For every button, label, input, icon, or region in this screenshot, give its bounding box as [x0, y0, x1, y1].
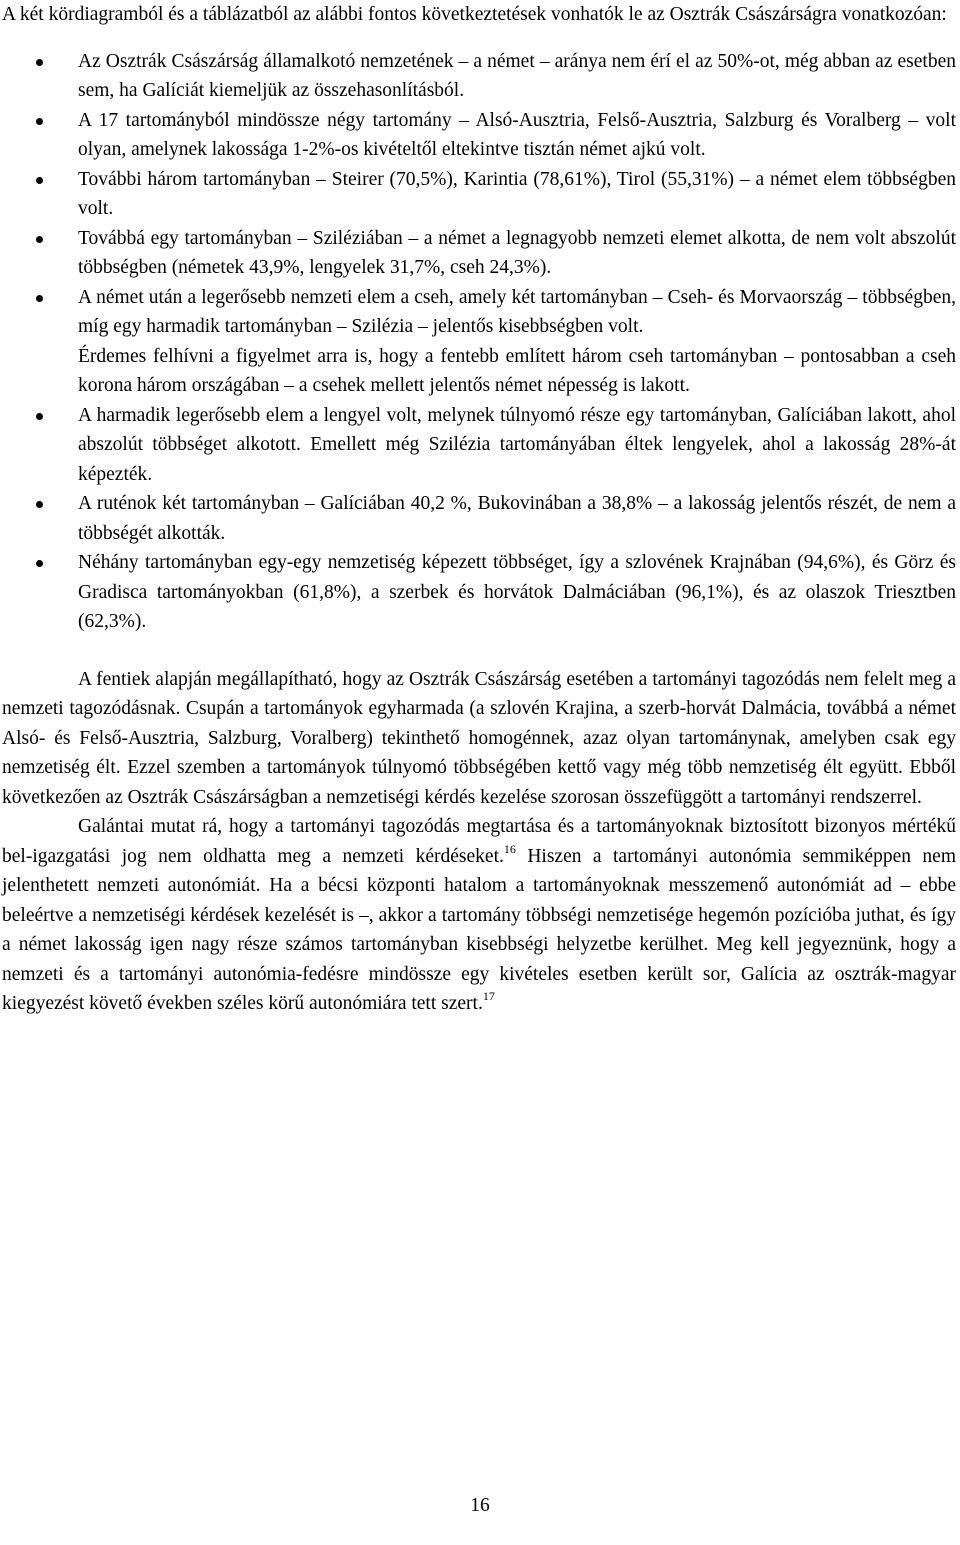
list-item-text: Néhány tartományban egy-egy nemzetiség képezett többséget, így a szlovének Krajnában (94,6%), és Görz és Gradisca tartományokban (61,8%), a szerbek és horvátok Dalmáciában (96,1%), és az olaszok Triesztben (62,3%).: [78, 552, 956, 632]
list-item-text: A 17 tartományból mindössze négy tartomány – Alsó-Ausztria, Felső-Ausztria, Salzburg és Voralberg – volt olyan, amelynek lakossága 1-2%-os kivételtől eltekintve tisztán német ajkú volt.: [78, 109, 956, 160]
list-item: [2, 489, 956, 548]
footnote-marker-17[interactable]: 17: [482, 989, 495, 1003]
body-paragraph-2-part-a: Galántai mutat rá, hogy a tartományi tagozódás megtartása és a tartományoknak biztosított bizonyos mértékű bel-igazgatási jog nem oldhatta meg a nemzeti kérdéseket.: [2, 816, 956, 867]
list-item-text: A ruténok két tartományban – Galíciában 40,2 %, Bukovinában a 38,8% – a lakosság jelentős részét, de nem a többségét alkották.: [78, 493, 956, 544]
list-item: [2, 283, 956, 342]
conclusions-list-continued: [2, 401, 956, 637]
body-paragraph-2: [2, 812, 956, 1019]
list-item: [2, 224, 956, 283]
bullet-icon: [36, 295, 43, 302]
list-item: [2, 401, 956, 490]
list-item-text: Az Osztrák Császárság államalkotó nemzetének – a német – aránya nem érí el az 50%-ot, még abban az esetben sem, ha Galíciát kiemeljük az összehasonlításból.: [78, 50, 956, 101]
bullet-icon: [36, 236, 43, 243]
list-item-text: A harmadik legerősebb elem a lengyel volt, melynek túlnyomó része egy tartományban, Galíciában lakott, ahol abszolút többséget alkotott. Emellett még Szilézia tartományában éltek lengyelek, ahol a lakosság 28%-át képezték.: [78, 404, 956, 485]
bullet-icon: [36, 560, 43, 567]
intro-paragraph: A két kördiagramból és a táblázatból az alábbi fontos következtetések vonhatók le az Osztrák Császárságra vonatkozóan:: [2, 4, 947, 25]
list-note: Érdemes felhívni a figyelmet arra is, hogy a fentebb említett három cseh tartományban – pontosabban a cseh korona három országában – a csehek mellett jelentős német népesség is lakott.: [78, 345, 956, 396]
body-paragraph-1: A fentiek alapján megállapítható, hogy az Osztrák Császárság esetében a tartományi tagozódás nem felelt meg a nemzeti tagozódásnak. Csupán a tartományok egyharmada (a szlovén Krajina, a szerb-horvát Dalmácia, továbbá a német Alsó- és Felső-Ausztria, Salzburg, Voralberg) tekinthető homogénnek, azaz olyan tartománynak, amelyben csak egy nemzetiség élt. Ezzel szemben a tartományok túlnyomó többségében kettő vagy még több nemzetiség élt együtt. Ebből következően az Osztrák Császárságban a nemzetiségi kérdés kezelése szorosan összefüggött a tartományi rendszerrel.: [2, 668, 956, 808]
body-paragraph-2-part-b: Hiszen a tartományi autonómia semmiképpen nem jelenthetett nemzeti autonómiát. Ha a bécsi központi hatalom a tartományoknak messzemenő autonómiát ad – ebbe beleértve a nemzetiségi kérdések kezelését is –, akkor a tartomány többségi nemzetisége hegemón pozícióba juthat, és így a német lakosság igen nagy része számos tartományban kisebbségi helyzetbe kerülhet. Meg kell jegyeznünk, hogy a nemzeti és a tartományi autonómia-fedésre mindössze egy kivételes esetben került sor, Galícia az osztrák-magyar kiegyezést követő években széles körű autonómiára tett szert.: [2, 845, 957, 1014]
page-number: 16: [470, 1495, 490, 1516]
list-item: [2, 47, 956, 106]
list-item-text: A német után a legerősebb nemzeti elem a cseh, amely két tartományban – Cseh- és Morvaország – többségben, míg egy harmadik tartományban – Szilézia – jelentős kisebbségben volt.: [78, 286, 956, 337]
list-item-text: Továbbá egy tartományban – Sziléziában – a német a legnagyobb nemzeti elemet alkotta, de nem volt abszolút többségben (németek 43,9%, lengyelek 31,7%, cseh 24,3%).: [78, 227, 956, 278]
bullet-icon: [36, 413, 43, 420]
list-item: [2, 106, 956, 165]
list-item-text: További három tartományban – Steirer (70,5%), Karintia (78,61%), Tirol (55,31%) – a német elem többségben volt.: [78, 168, 956, 219]
bullet-icon: [36, 59, 43, 66]
list-item: [2, 165, 956, 224]
footnote-marker-16[interactable]: 16: [503, 841, 516, 856]
bullet-icon: [36, 501, 43, 508]
page-content: [2, 0, 956, 1019]
bullet-icon: [36, 177, 43, 184]
bullet-icon: [36, 118, 43, 125]
list-item: [2, 548, 956, 637]
conclusions-list: [2, 47, 956, 342]
